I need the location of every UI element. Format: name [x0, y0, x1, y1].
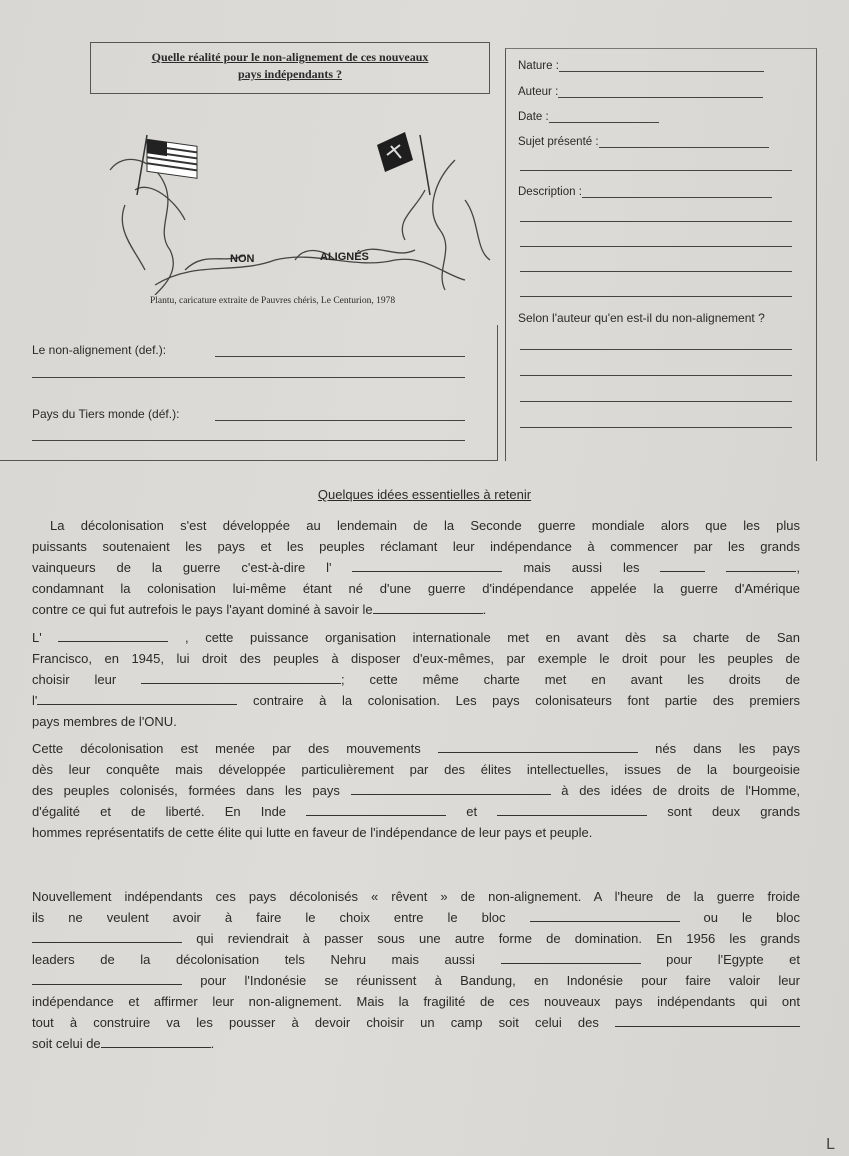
nature-label: Nature : — [518, 60, 559, 72]
text-line — [32, 536, 800, 557]
text-line — [32, 557, 800, 578]
text-line — [32, 627, 800, 648]
text-segment: dès leur conquête mais développée particulièrement par des élites intellectuelles, issues de la bourgeoisie — [32, 762, 800, 777]
def-tiers-monde-label: Pays du Tiers monde (déf.): — [32, 407, 180, 421]
fill-in-blank[interactable] — [32, 929, 182, 943]
section-title: Quelques idées essentielles à retenir — [317, 487, 532, 502]
paragraph-onu — [32, 627, 800, 732]
text-segment: l' — [32, 693, 38, 708]
text-segment: et — [446, 804, 498, 819]
def-non-alignement-line-2[interactable] — [32, 365, 465, 378]
text-line — [32, 515, 800, 536]
text-line — [32, 759, 800, 780]
text-segment: , — [796, 560, 800, 575]
fill-in-blank[interactable] — [438, 739, 638, 753]
nature-field[interactable] — [518, 59, 764, 72]
definitions-box — [0, 325, 498, 461]
fill-in-blank[interactable] — [352, 558, 502, 572]
fill-in-blank[interactable] — [530, 908, 680, 922]
text-segment: soit celui de — [32, 1036, 101, 1051]
text-segment: , cette puissance organisation internationale met en avant dès sa charte de San — [168, 630, 801, 645]
date-label: Date : — [518, 111, 549, 123]
text-line — [32, 801, 800, 822]
text-segment: pour l'Indonésie se réunissent à Bandung, en Indonésie pour faire valoir leur — [182, 973, 800, 988]
answer-line[interactable] — [520, 170, 792, 171]
text-segment: La décolonisation s'est développée au lendemain de la Seconde guerre mondiale alors que les plus — [50, 518, 800, 533]
def-tiers-monde-line-2[interactable] — [32, 428, 465, 441]
text-segment: L' — [32, 630, 59, 645]
text-segment: pour l'Egypte et — [640, 952, 800, 967]
text-line — [32, 907, 800, 928]
fill-in-blank[interactable] — [351, 781, 551, 795]
answer-line[interactable] — [520, 296, 792, 297]
paragraph-non-alignement — [32, 886, 800, 1054]
text-segment: . — [210, 1036, 215, 1051]
text-line — [32, 928, 800, 949]
description-label: Description : — [518, 186, 582, 198]
fill-in-blank[interactable] — [32, 971, 182, 985]
text-segment: contraire à la colonisation. Les pays colonisateurs font partie des premiers — [237, 693, 800, 708]
answer-line[interactable] — [520, 271, 792, 272]
answer-line[interactable] — [520, 349, 792, 350]
text-line — [32, 1012, 800, 1033]
text-line — [32, 991, 800, 1012]
soviet-flag-icon — [377, 132, 430, 195]
text-segment: ; cette même charte met en avant les droits de — [341, 672, 800, 687]
text-segment: qui reviendrait à passer sous une autre forme de domination. En 1956 les grands — [182, 931, 800, 946]
text-segment: sont deux grands — [647, 804, 800, 819]
question-label: Selon l'auteur qu'en est-il du non-alignement ? — [518, 311, 765, 325]
fill-in-blank[interactable] — [726, 558, 796, 572]
text-line — [32, 648, 800, 669]
paragraph-decolonisation — [32, 515, 800, 620]
cartoon-image — [95, 110, 500, 295]
text-segment: . — [482, 602, 487, 617]
text-line — [32, 669, 800, 690]
fill-in-blank[interactable] — [58, 628, 168, 642]
text-segment: indépendance et affirmer leur non-alignement. Mais la fragilité de ces nouveaux pays indépendants qui ont — [32, 994, 800, 1009]
auteur-label: Auteur : — [518, 86, 559, 98]
text-segment: choisir leur — [32, 672, 142, 687]
text-segment: pays membres de l'ONU. — [32, 714, 177, 729]
text-segment: Francisco, en 1945, lui droit des peuples à disposer d'eux-mêmes, par exemple le droit pour les peuples de — [32, 651, 800, 666]
text-segment: vainqueurs de la guerre c'est-à-dire l' — [32, 560, 353, 575]
cartoon-label-alignes: ALIGNÉS — [320, 251, 369, 263]
corner-mark: L — [826, 1136, 835, 1153]
answer-line[interactable] — [520, 221, 792, 222]
date-field[interactable] — [518, 110, 659, 123]
answer-line[interactable] — [520, 375, 792, 376]
def-non-alignement-line[interactable] — [215, 344, 465, 357]
text-line — [32, 578, 800, 599]
text-segment: tout à construire va les pousser à devoir choisir un camp soit celui des — [32, 1015, 615, 1030]
description-field[interactable] — [518, 185, 772, 198]
fill-in-blank[interactable] — [615, 1013, 800, 1027]
left-figure — [110, 159, 173, 295]
def-non-alignement-label: Le non-alignement (def.): — [32, 343, 167, 357]
document-analysis-box — [505, 48, 817, 461]
worksheet-title — [90, 42, 490, 94]
fill-in-blank[interactable] — [141, 670, 341, 684]
text-segment: condamnant la colonisation lui-même étant né d'une guerre d'indépendance appelée la guerre d'Amérique — [32, 581, 800, 596]
text-line — [32, 738, 800, 759]
cartoon-label-non: NON — [230, 253, 255, 265]
answer-line[interactable] — [520, 401, 792, 402]
answer-line[interactable] — [520, 246, 792, 247]
text-line — [32, 690, 800, 711]
crowd — [155, 257, 465, 285]
cartoon-caption: Plantu, caricature extraite de Pauvres chéris, Le Centurion, 1978 — [150, 296, 396, 306]
text-line — [32, 780, 800, 801]
text-line — [32, 949, 800, 970]
sujet-field[interactable] — [518, 135, 769, 148]
text-segment: ils ne veulent avoir à faire le choix entre le bloc — [32, 910, 530, 925]
text-line — [32, 711, 800, 732]
paragraph-mouvements — [32, 738, 800, 843]
text-segment: hommes représentatifs de cette élite qui lutte en faveur de l'indépendance de leur pays et peuple. — [32, 825, 593, 840]
fill-in-blank[interactable] — [501, 950, 641, 964]
fill-in-blank[interactable] — [37, 691, 237, 705]
text-line — [32, 886, 800, 907]
sujet-label: Sujet présenté : — [518, 136, 599, 148]
fill-in-blank[interactable] — [101, 1034, 211, 1048]
text-segment: contre ce qui fut autrefois le pays l'ayant dominé à savoir le — [32, 602, 373, 617]
fill-in-blank[interactable] — [660, 558, 705, 572]
text-line — [32, 1033, 800, 1054]
text-segment — [705, 560, 726, 575]
title-line-2: pays indépendants ? — [237, 67, 343, 81]
title-line-1: Quelle réalité pour le non-alignement de ces nouveaux — [151, 50, 429, 64]
def-tiers-monde-line[interactable] — [215, 408, 465, 421]
fill-in-blank[interactable] — [497, 802, 647, 816]
cartoon-drawing — [95, 110, 500, 295]
text-segment: d'égalité et de liberté. En Inde — [32, 804, 307, 819]
text-segment: mais aussi les — [502, 560, 661, 575]
text-segment: leaders de la décolonisation tels Nehru mais aussi — [32, 952, 501, 967]
text-segment: Nouvellement indépendants ces pays décolonisés « rêvent » de non-alignement. A l'heure de la guerre froide — [32, 889, 800, 904]
us-flag-icon — [137, 135, 197, 195]
text-segment: puissants soutenaient les pays et les peuples réclamant leur indépendance à commencer par les grands — [32, 539, 800, 554]
text-line — [32, 970, 800, 991]
text-segment: nés dans les pays — [637, 741, 800, 756]
fill-in-blank[interactable] — [306, 802, 446, 816]
auteur-field[interactable] — [518, 85, 763, 98]
text-line — [32, 822, 800, 843]
text-segment: des peuples colonisés, formées dans les pays — [32, 783, 351, 798]
text-line — [32, 599, 800, 620]
text-segment: ou le bloc — [679, 910, 800, 925]
text-segment: à des idées de droits de l'Homme, — [550, 783, 800, 798]
fill-in-blank[interactable] — [373, 600, 483, 614]
text-segment: Cette décolonisation est menée par des mouvements — [32, 741, 438, 756]
answer-line[interactable] — [520, 427, 792, 428]
